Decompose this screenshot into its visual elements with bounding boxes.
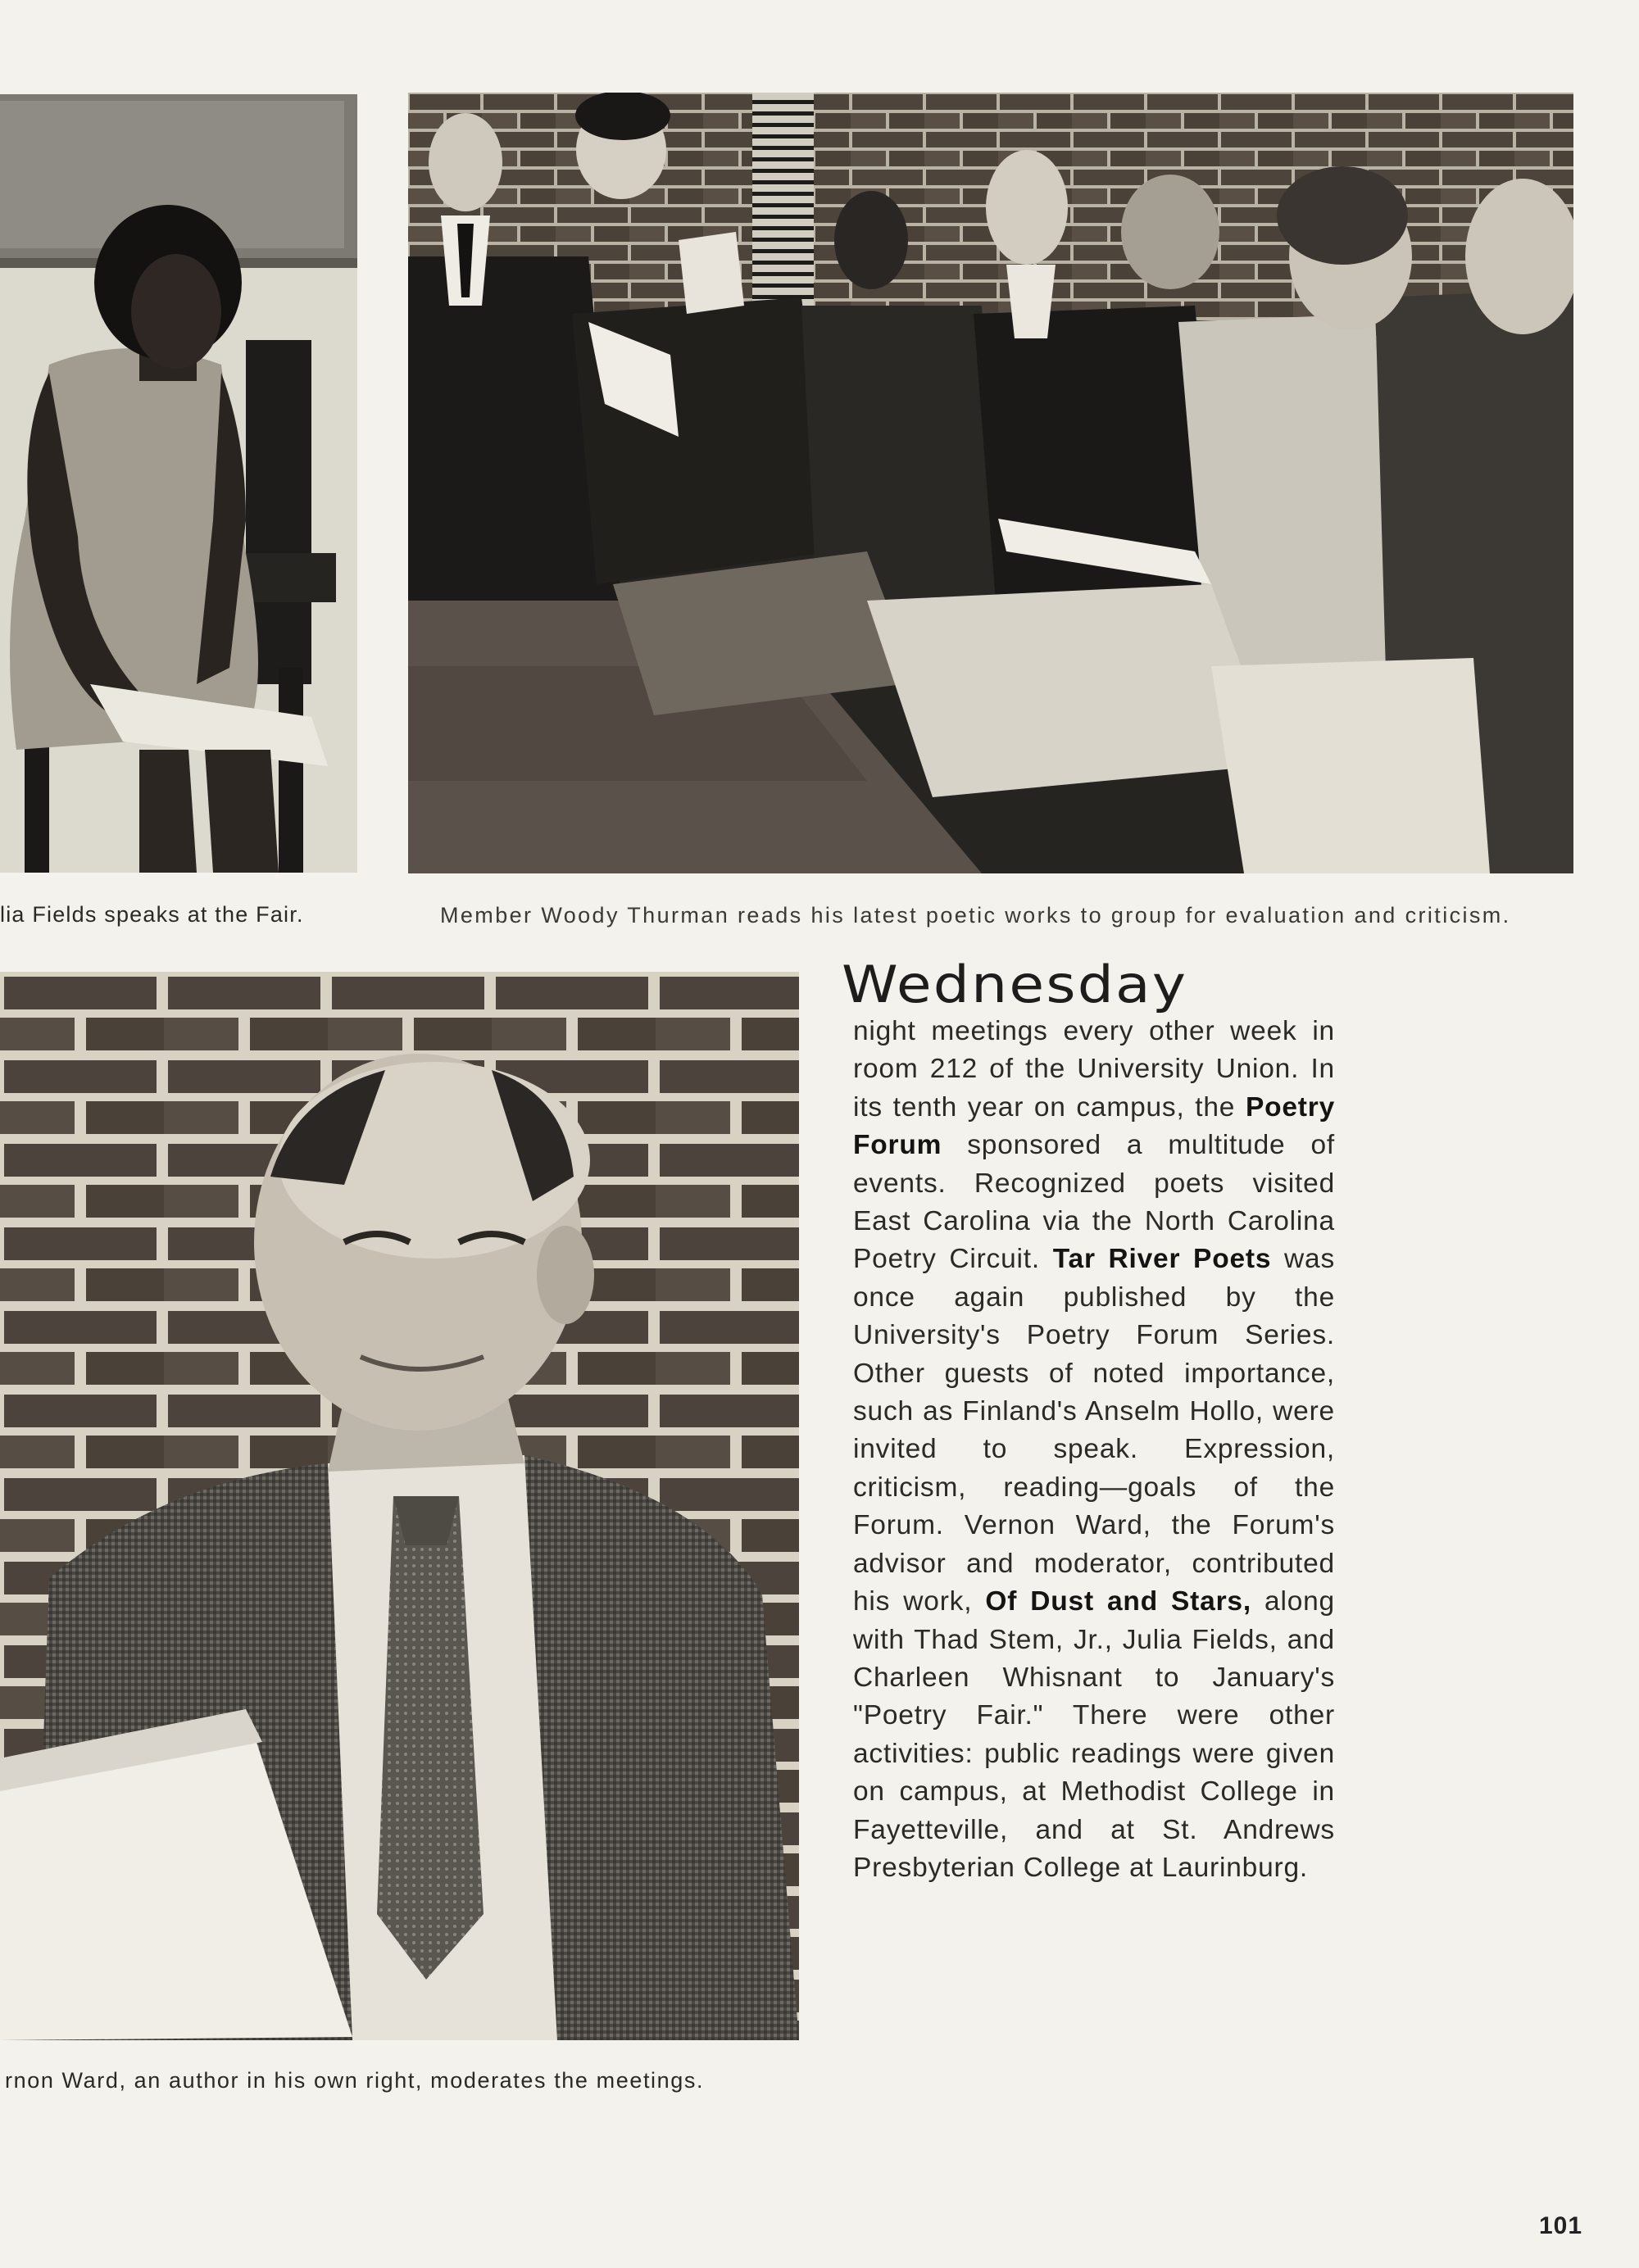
- page-number: 101: [1539, 2212, 1583, 2239]
- caption-group-reading: Member Woody Thurman reads his latest poetic works to group for evaluation and criticism.: [440, 903, 1511, 928]
- article-text-run: night meetings every other week in room 212 of the University Union. In its tenth year on campus, the: [853, 1016, 1335, 1123]
- vernon-ward-photo-image: [0, 972, 799, 2040]
- caption-julia-fields: lia Fields speaks at the Fair.: [0, 902, 304, 927]
- article-title-emphasis: Tar River Poets: [1052, 1244, 1272, 1275]
- article-text-run: sponsored a multitude of events. Recognized poets visited East Carolina via the North Carolina Poetry Circuit.: [853, 1130, 1335, 1275]
- article-body: [853, 1013, 1335, 1887]
- group-reading-photo-image: [408, 93, 1573, 873]
- article-text-run: was once again published by the University's Poetry Forum Series. Other guests of noted importance, such as Finland's Anselm Hollo, were invited to speak. Expression, criticism, reading—goals of the Forum. Vernon Ward, the Forum's advisor and moderator, contributed his work,: [853, 1244, 1335, 1617]
- article-title-emphasis: Of Dust and Stars,: [985, 1586, 1251, 1617]
- julia-fields-photo-image: [0, 94, 357, 873]
- photo-julia-fields: [0, 94, 357, 873]
- article-heading: Wednesday: [842, 955, 1188, 1014]
- photo-group-reading: [408, 93, 1573, 873]
- caption-vernon-ward: rnon Ward, an author in his own right, moderates the meetings.: [5, 2068, 705, 2093]
- article-title-emphasis: Poetry Forum: [853, 1091, 1335, 1161]
- article-text-run: along with Thad Stem, Jr., Julia Fields, and Charleen Whisnant to January's "Poetry Fair." There were other activities: public readings were given on campus, at Methodist College in Fayetteville, and at St. Andrews Presbyterian College at Laurinburg.: [853, 1586, 1335, 1883]
- photo-vernon-ward: [0, 972, 799, 2040]
